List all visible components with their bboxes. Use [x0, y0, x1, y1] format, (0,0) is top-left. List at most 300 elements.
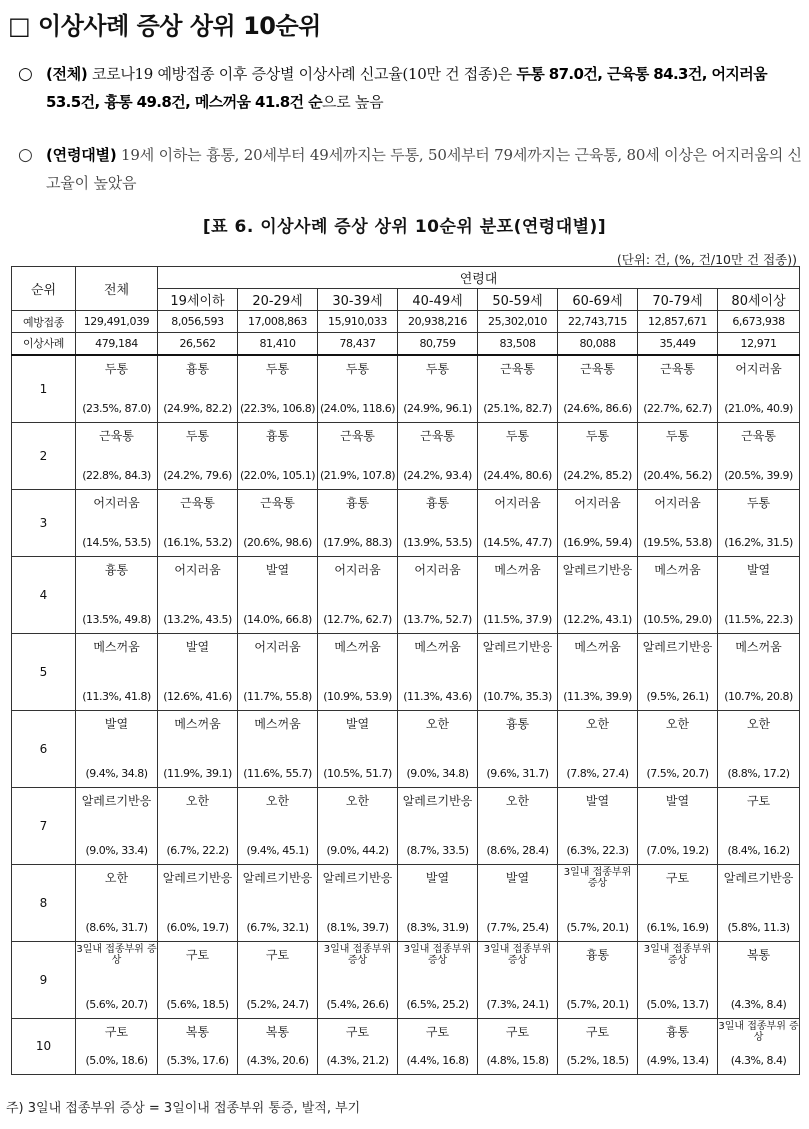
- symptom-rate: (4.3%, 8.4): [730, 1053, 787, 1067]
- symptom-rate: (12.7%, 62.7): [323, 612, 392, 626]
- footnote: 주) 3일내 접종부위 증상 = 3일이내 접종부위 통증, 발적, 부기: [6, 1101, 361, 1116]
- symptom-name: 메스꺼움: [414, 639, 461, 654]
- symptom-rate: (9.0%, 34.8): [406, 766, 469, 780]
- symptom-name: 두통: [185, 428, 210, 443]
- symptom-name: 어지러움: [93, 495, 140, 510]
- symptom-name: 어지러움: [654, 495, 701, 510]
- bullet-overall-text: [46, 60, 803, 116]
- symptom-name: 발열: [746, 562, 771, 577]
- symptom-name: 오한: [425, 716, 450, 731]
- symptom-rate: (6.0%, 19.7): [166, 920, 229, 934]
- symptom-rate: (21.0%, 40.9): [724, 401, 793, 415]
- header-age-col: 19세이하: [158, 289, 238, 311]
- symptom-rate: (10.7%, 20.8): [724, 689, 793, 703]
- symptom-name: 메스꺼움: [174, 716, 221, 731]
- symptom-cell: [238, 422, 318, 489]
- symptom-rate: (6.1%, 16.9): [646, 920, 709, 934]
- stat-value: 8,056,593: [158, 311, 238, 333]
- stat-row: [12, 311, 800, 333]
- symptom-cell: [558, 489, 638, 556]
- symptom-cell: [398, 787, 478, 864]
- symptom-rate: (23.5%, 87.0): [82, 401, 151, 415]
- symptom-cell: [638, 1018, 718, 1074]
- rank-number: 5: [12, 633, 76, 710]
- symptom-cell: [398, 941, 478, 1018]
- symptom-rate: (9.6%, 31.7): [486, 766, 549, 780]
- symptom-name: 구토: [425, 1024, 450, 1039]
- symptom-rate: (5.6%, 20.7): [85, 997, 148, 1011]
- header-rank: 순위: [12, 267, 76, 311]
- symptom-rate: (8.1%, 39.7): [326, 920, 389, 934]
- symptom-cell: [318, 1018, 398, 1074]
- symptom-cell: [318, 710, 398, 787]
- bullet-by-age-body: 19세 이하는 흉통, 20세부터 49세까지는 두통, 50세부터 79세까지는 근육통, 80세 이상은 어지러움의 신고율이 높았음: [46, 146, 802, 192]
- symptom-name: 알레르기반응: [642, 639, 713, 654]
- symptom-rate: (10.7%, 35.3): [483, 689, 552, 703]
- symptom-cell: [478, 489, 558, 556]
- symptom-cell: [158, 941, 238, 1018]
- rank-row: [12, 941, 800, 1018]
- symptom-cell: [398, 355, 478, 423]
- symptom-cell: [638, 489, 718, 556]
- symptom-name: 오한: [104, 870, 129, 885]
- symptom-rate: (24.0%, 118.6): [319, 401, 395, 415]
- symptom-rate: (4.8%, 15.8): [486, 1053, 549, 1067]
- symptom-name: 복통: [265, 1024, 290, 1039]
- symptom-cell: [76, 355, 158, 423]
- bullet-by-age: [18, 141, 803, 197]
- symptom-rate: (6.7%, 32.1): [246, 920, 309, 934]
- symptom-cell: [718, 556, 800, 633]
- symptom-name: 두통: [505, 428, 530, 443]
- symptom-name: 근육통: [260, 495, 295, 510]
- header-age-col: 30-39세: [318, 289, 398, 311]
- symptom-rate: (5.7%, 20.1): [566, 997, 629, 1011]
- symptom-rate: (24.9%, 82.2): [163, 401, 232, 415]
- symptom-name: 어지러움: [174, 562, 221, 577]
- symptom-name: 알레르기반응: [402, 793, 473, 808]
- symptom-cell: [238, 941, 318, 1018]
- symptom-name: 알레르기반응: [81, 793, 152, 808]
- symptom-cell: [718, 864, 800, 941]
- symptom-cell: [398, 633, 478, 710]
- symptom-name: 흉통: [425, 495, 450, 510]
- symptom-cell: [238, 633, 318, 710]
- symptom-rate: (11.3%, 43.6): [403, 689, 472, 703]
- symptom-name: 발열: [505, 870, 530, 885]
- symptom-cell: [318, 941, 398, 1018]
- symptom-rate: (4.3%, 21.2): [326, 1053, 389, 1067]
- symptom-cell: [158, 864, 238, 941]
- stat-label: 예방접종: [12, 311, 76, 333]
- symptom-cell: [718, 1018, 800, 1074]
- symptom-cell: [76, 1018, 158, 1074]
- symptom-cell: [638, 710, 718, 787]
- symptom-cell: [718, 489, 800, 556]
- symptom-rate: (5.0%, 13.7): [646, 997, 709, 1011]
- symptom-rate: (10.9%, 53.9): [323, 689, 392, 703]
- symptom-rate: (5.2%, 24.7): [246, 997, 309, 1011]
- symptom-name: 발열: [185, 639, 210, 654]
- symptom-cell: [158, 1018, 238, 1074]
- header-age-col: 40-49세: [398, 289, 478, 311]
- symptom-name: 오한: [265, 793, 290, 808]
- symptom-cell: [638, 422, 718, 489]
- symptom-name: 오한: [345, 793, 370, 808]
- symptom-name: 흉통: [505, 716, 530, 731]
- symptom-cell: [718, 355, 800, 423]
- symptom-cell: [638, 787, 718, 864]
- symptom-cell: [238, 864, 318, 941]
- symptom-rate: (22.8%, 84.3): [82, 468, 151, 482]
- symptom-name: 두통: [345, 361, 370, 376]
- symptom-cell: [158, 787, 238, 864]
- symptom-name: 어지러움: [574, 495, 621, 510]
- symptom-rate: (5.0%, 18.6): [85, 1053, 148, 1067]
- stat-value: 35,449: [638, 333, 718, 355]
- bullet-overall: [18, 60, 803, 116]
- symptom-name: 흉통: [585, 947, 610, 962]
- symptom-rate: (12.2%, 43.1): [563, 612, 632, 626]
- rank-row: [12, 556, 800, 633]
- symptom-rate: (5.2%, 18.5): [566, 1053, 629, 1067]
- symptom-name: 3일내 접종부위 증상: [718, 1020, 799, 1043]
- symptom-rate: (13.7%, 52.7): [403, 612, 472, 626]
- symptom-cell: [318, 633, 398, 710]
- rank-number: 6: [12, 710, 76, 787]
- symptom-cell: [238, 710, 318, 787]
- symptom-cell: [398, 710, 478, 787]
- rank-row: [12, 787, 800, 864]
- symptom-name: 메스꺼움: [494, 562, 541, 577]
- symptom-name: 복통: [746, 947, 771, 962]
- symptom-cell: [318, 864, 398, 941]
- symptom-cell: [398, 489, 478, 556]
- symptom-name: 흉통: [185, 361, 210, 376]
- symptom-rate: (10.5%, 29.0): [643, 612, 712, 626]
- symptom-name: 오한: [665, 716, 690, 731]
- table-title: [표 6. 이상사례 증상 상위 10순위 분포(연령대별)]: [202, 217, 607, 237]
- symptom-name: 어지러움: [334, 562, 381, 577]
- symptom-rate: (20.6%, 98.6): [243, 535, 312, 549]
- symptom-rate: (9.4%, 34.8): [85, 766, 148, 780]
- rank-number: 1: [12, 355, 76, 423]
- symptom-cell: [718, 941, 800, 1018]
- symptom-name: 구토: [585, 1024, 610, 1039]
- symptom-cell: [398, 556, 478, 633]
- symptom-cell: [76, 787, 158, 864]
- symptom-rate: (13.9%, 53.5): [403, 535, 472, 549]
- symptom-name: 메스꺼움: [334, 639, 381, 654]
- header-age-group: 연령대: [158, 267, 800, 289]
- symptom-rate: (11.6%, 55.7): [243, 766, 312, 780]
- symptom-cell: [158, 422, 238, 489]
- stat-value: 17,008,863: [238, 311, 318, 333]
- symptom-cell: [638, 355, 718, 423]
- header-age-col: 80세이상: [718, 289, 800, 311]
- symptom-name: 구토: [104, 1024, 129, 1039]
- symptom-name: 3일내 접종부위 증상: [403, 943, 472, 966]
- symptom-rate: (24.2%, 79.6): [163, 468, 232, 482]
- symptom-rate: (22.3%, 106.8): [239, 401, 315, 415]
- symptom-name: 알레르기반응: [242, 870, 313, 885]
- symptom-rate: (5.6%, 18.5): [166, 997, 229, 1011]
- symptom-cell: [478, 710, 558, 787]
- symptom-rate: (8.6%, 28.4): [486, 843, 549, 857]
- symptom-name: 근육통: [580, 361, 615, 376]
- symptom-rate: (11.9%, 39.1): [163, 766, 232, 780]
- symptom-name: 메스꺼움: [93, 639, 140, 654]
- stat-value: 20,938,216: [398, 311, 478, 333]
- symptom-name: 흉통: [104, 562, 129, 577]
- symptom-name: 메스꺼움: [735, 639, 782, 654]
- rank-number: 7: [12, 787, 76, 864]
- rank-row: [12, 633, 800, 710]
- bullet-by-age-label: (연령대별): [46, 146, 117, 164]
- stat-value: 6,673,938: [718, 311, 800, 333]
- symptom-cell: [638, 864, 718, 941]
- header-age-col: 50-59세: [478, 289, 558, 311]
- symptom-name: 두통: [665, 428, 690, 443]
- symptom-cell: [238, 556, 318, 633]
- symptom-cell: [76, 489, 158, 556]
- symptom-name: 어지러움: [494, 495, 541, 510]
- symptom-cell: [718, 422, 800, 489]
- symptom-cell: [478, 787, 558, 864]
- symptom-cell: [76, 422, 158, 489]
- symptom-rate: (5.4%, 26.6): [326, 997, 389, 1011]
- stat-value: 12,857,671: [638, 311, 718, 333]
- symptom-rate: (14.5%, 47.7): [483, 535, 552, 549]
- symptom-cell: [398, 864, 478, 941]
- symptom-rate: (25.1%, 82.7): [483, 401, 552, 415]
- symptom-rate: (9.0%, 44.2): [326, 843, 389, 857]
- symptom-name: 구토: [185, 947, 210, 962]
- symptom-name: 근육통: [741, 428, 776, 443]
- symptom-cell: [76, 941, 158, 1018]
- symptom-name: 두통: [585, 428, 610, 443]
- symptom-name: 근육통: [340, 428, 375, 443]
- symptom-name: 어지러움: [254, 639, 301, 654]
- symptom-name: 근육통: [420, 428, 455, 443]
- symptom-rate: (16.1%, 53.2): [163, 535, 232, 549]
- symptom-rate: (9.5%, 26.1): [646, 689, 709, 703]
- symptom-cell: [318, 489, 398, 556]
- symptom-name: 발열: [665, 793, 690, 808]
- symptom-rate: (4.3%, 20.6): [246, 1053, 309, 1067]
- symptom-name: 구토: [665, 870, 690, 885]
- symptom-rate: (4.4%, 16.8): [406, 1053, 469, 1067]
- symptom-name: 흉통: [265, 428, 290, 443]
- circle-bullet-icon: ○: [18, 145, 33, 165]
- symptom-name: 두통: [746, 495, 771, 510]
- symptom-cell: [398, 1018, 478, 1074]
- symptom-rate: (22.0%, 105.1): [239, 468, 315, 482]
- header-age-col: 20-29세: [238, 289, 318, 311]
- bullet-overall-highlight: 두통 87.0건, 근육통 84.3건, 어지러움 53.5건, 흉통 49.8건, 메스꺼움 41.8건 순: [46, 65, 768, 111]
- stat-value: 83,508: [478, 333, 558, 355]
- symptom-rate: (24.9%, 96.1): [403, 401, 472, 415]
- rank-row: [12, 422, 800, 489]
- symptom-name: 오한: [505, 793, 530, 808]
- symptom-cell: [238, 489, 318, 556]
- stat-row: [12, 333, 800, 355]
- symptom-cell: [638, 941, 718, 1018]
- symptom-name: 알레르기반응: [322, 870, 393, 885]
- symptom-cell: [558, 633, 638, 710]
- symptom-name: 근육통: [99, 428, 134, 443]
- symptom-rate: (7.5%, 20.7): [646, 766, 709, 780]
- symptom-rate: (11.3%, 41.8): [82, 689, 151, 703]
- symptom-name: 복통: [185, 1024, 210, 1039]
- symptom-name: 발열: [585, 793, 610, 808]
- symptom-name: 메스꺼움: [654, 562, 701, 577]
- symptom-name: 발열: [265, 562, 290, 577]
- symptom-cell: [558, 710, 638, 787]
- symptom-name: 근육통: [500, 361, 535, 376]
- symptom-cell: [558, 864, 638, 941]
- symptom-name: 근육통: [660, 361, 695, 376]
- stat-value: 80,088: [558, 333, 638, 355]
- symptom-name: 발열: [425, 870, 450, 885]
- symptom-rate: (6.3%, 22.3): [566, 843, 629, 857]
- unit-note: (단위: 건, (%, 건/10만 건 접종)): [616, 252, 797, 267]
- symptom-name: 3일내 접종부위 증상: [323, 943, 392, 966]
- symptom-name: 메스꺼움: [254, 716, 301, 731]
- symptom-cell: [478, 422, 558, 489]
- symptom-name: 오한: [746, 716, 771, 731]
- symptom-rate: (16.9%, 59.4): [563, 535, 632, 549]
- symptom-name: 알레르기반응: [562, 562, 633, 577]
- symptom-name: 구토: [345, 1024, 370, 1039]
- symptom-name: 발열: [104, 716, 129, 731]
- symptom-rate: (21.9%, 107.8): [319, 468, 395, 482]
- header-age-col: 70-79세: [638, 289, 718, 311]
- symptom-name: 오한: [185, 793, 210, 808]
- bullet-overall-text1: 코로나19 예방접종 이후 증상별 이상사례 신고율(10만 건 접종)은: [87, 65, 517, 83]
- symptom-cell: [318, 422, 398, 489]
- symptom-cell: [318, 556, 398, 633]
- symptom-cell: [558, 556, 638, 633]
- symptom-cell: [158, 489, 238, 556]
- symptom-cell: [478, 633, 558, 710]
- symptom-rate: (8.3%, 31.9): [406, 920, 469, 934]
- rank-number: 8: [12, 864, 76, 941]
- header-age-col: 60-69세: [558, 289, 638, 311]
- stat-value: 78,437: [318, 333, 398, 355]
- symptom-cell: [318, 355, 398, 423]
- symptom-name: 알레르기반응: [723, 870, 794, 885]
- rank-row: [12, 864, 800, 941]
- section-title: □ 이상사례 증상 상위 10순위: [8, 12, 321, 40]
- symptom-rate: (7.3%, 24.1): [486, 997, 549, 1011]
- symptom-name: 구토: [746, 793, 771, 808]
- symptom-name: 발열: [345, 716, 370, 731]
- symptom-name: 어지러움: [735, 361, 782, 376]
- symptom-rate: (22.7%, 62.7): [643, 401, 712, 415]
- symptom-rate: (8.6%, 31.7): [85, 920, 148, 934]
- symptom-rate: (11.7%, 55.8): [243, 689, 312, 703]
- symptom-cell: [238, 787, 318, 864]
- symptom-name: 오한: [585, 716, 610, 731]
- symptom-cell: [718, 710, 800, 787]
- symptom-rate: (14.5%, 53.5): [82, 535, 151, 549]
- symptom-rate: (17.9%, 88.3): [323, 535, 392, 549]
- bullet-overall-text2: 으로 높음: [322, 93, 384, 111]
- symptom-name: 흉통: [345, 495, 370, 510]
- stat-value: 81,410: [238, 333, 318, 355]
- symptom-rate: (12.6%, 41.6): [163, 689, 232, 703]
- symptom-rate: (19.5%, 53.8): [643, 535, 712, 549]
- rank-row: [12, 710, 800, 787]
- bullet-overall-label: (전체): [46, 65, 88, 83]
- symptom-rate: (16.2%, 31.5): [724, 535, 793, 549]
- stat-value: 25,302,010: [478, 311, 558, 333]
- rank-row: [12, 1018, 800, 1074]
- stat-value: 129,491,039: [76, 311, 158, 333]
- symptom-name: 3일내 접종부위 증상: [483, 943, 552, 966]
- symptom-rate: (6.5%, 25.2): [406, 997, 469, 1011]
- circle-bullet-icon: ○: [18, 64, 33, 84]
- symptom-cell: [478, 355, 558, 423]
- symptom-cell: [76, 556, 158, 633]
- symptom-rate: (5.7%, 20.1): [566, 920, 629, 934]
- symptom-cell: [478, 941, 558, 1018]
- symptom-rate: (8.8%, 17.2): [727, 766, 790, 780]
- symptom-cell: [558, 422, 638, 489]
- symptom-name: 3일내 접종부위 증상: [76, 943, 157, 966]
- symptom-cell: [398, 422, 478, 489]
- symptom-name: 메스꺼움: [574, 639, 621, 654]
- symptom-rate: (7.0%, 19.2): [646, 843, 709, 857]
- symptom-rate: (13.5%, 49.8): [82, 612, 151, 626]
- symptom-name: 두통: [104, 361, 129, 376]
- symptom-cell: [238, 1018, 318, 1074]
- symptom-rate: (7.7%, 25.4): [486, 920, 549, 934]
- symptom-rate: (11.3%, 39.9): [563, 689, 632, 703]
- symptom-cell: [318, 787, 398, 864]
- symptom-cell: [478, 864, 558, 941]
- symptom-cell: [558, 355, 638, 423]
- symptom-cell: [158, 355, 238, 423]
- symptom-cell: [558, 787, 638, 864]
- symptom-name: 구토: [505, 1024, 530, 1039]
- symptom-rate: (24.6%, 86.6): [563, 401, 632, 415]
- symptom-cell: [718, 787, 800, 864]
- symptom-cell: [478, 1018, 558, 1074]
- header-total: 전체: [76, 267, 158, 311]
- symptom-name: 흉통: [665, 1024, 690, 1039]
- symptom-name: 구토: [265, 947, 290, 962]
- symptom-cell: [718, 633, 800, 710]
- rank-number: 3: [12, 489, 76, 556]
- symptom-rate: (4.3%, 8.4): [730, 997, 787, 1011]
- symptom-cell: [76, 633, 158, 710]
- symptom-rate: (11.5%, 22.3): [724, 612, 793, 626]
- rank-row: [12, 489, 800, 556]
- symptom-cell: [558, 1018, 638, 1074]
- symptom-rate: (4.9%, 13.4): [646, 1053, 709, 1067]
- symptom-rate: (20.5%, 39.9): [724, 468, 793, 482]
- symptom-distribution-table: [11, 266, 800, 1075]
- bullet-by-age-text: [46, 141, 803, 197]
- symptom-rate: (20.4%, 56.2): [643, 468, 712, 482]
- symptom-name: 3일내 접종부위 증상: [563, 866, 632, 889]
- symptom-cell: [76, 710, 158, 787]
- stat-label: 이상사례: [12, 333, 76, 355]
- symptom-name: 알레르기반응: [482, 639, 553, 654]
- symptom-cell: [158, 556, 238, 633]
